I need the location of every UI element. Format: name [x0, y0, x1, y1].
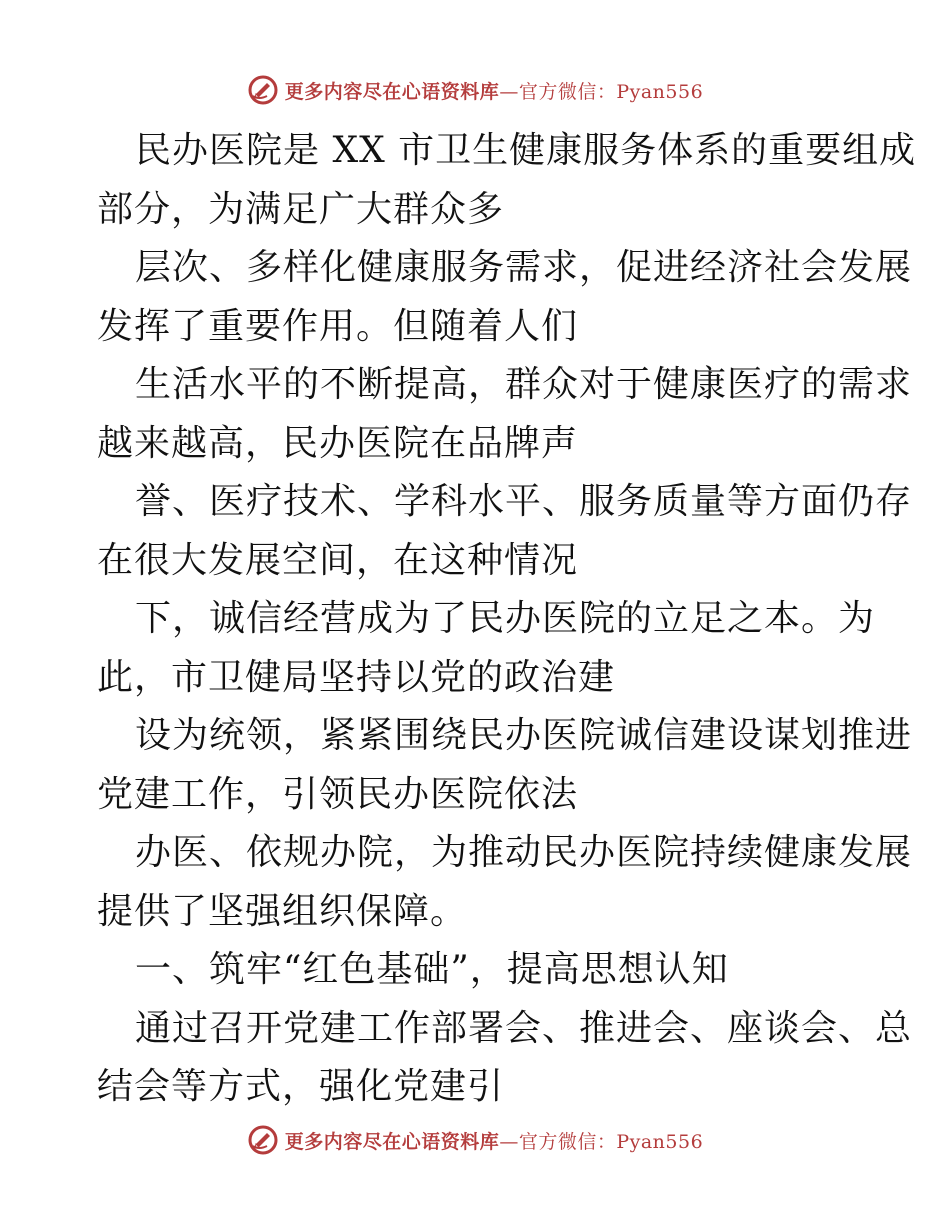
text-line: 结会等方式，强化党建引: [97, 1066, 505, 1107]
text-line: 下，诚信经营成为了民办医院的立足之本。为: [135, 598, 876, 639]
watermark-wechat-label: 官方微信：: [518, 1130, 617, 1153]
watermark-brand: 更多内容尽在心语资料库: [284, 1130, 500, 1153]
watermark-brand: 更多内容尽在心语资料库: [284, 80, 500, 103]
text-line: 民办医院是 XX 市卫生健康服务体系的重要组成: [135, 130, 917, 171]
text-line: 层次、多样化健康服务需求，促进经济社会发展: [135, 247, 913, 288]
text-line: 越来越高，民办医院在品牌声: [97, 422, 579, 464]
text-line: 生活水平的不断提高，群众对于健康医疗的需求: [135, 364, 913, 405]
footer-watermark: [0, 1120, 950, 1160]
text-line: 在很大发展空间，在这种情况: [97, 539, 579, 581]
text-line: 此，市卫健局坚持以党的政治建: [97, 656, 616, 698]
watermark-wechat-label: 官方微信：: [518, 80, 617, 103]
watermark-wechat-id: Pyan556: [616, 1130, 704, 1153]
watermark-separator: —: [499, 80, 519, 103]
text-line: 提供了坚强组织保障。: [97, 890, 468, 932]
text-line: 部分，为满足广大群众多: [97, 188, 505, 230]
text-line: 党建工作，引领民办医院依法: [97, 773, 579, 815]
text-line: 设为统领，紧紧围绕民办医院诚信建设谋划推进: [135, 715, 913, 756]
header-watermark: [0, 70, 950, 110]
text-line: 誉、医疗技术、学科水平、服务质量等方面仍存: [135, 481, 913, 522]
text-line: 办医、依规办院，为推动民办医院持续健康发展: [135, 832, 913, 873]
watermark-separator: —: [499, 1130, 519, 1153]
document-body: [97, 122, 917, 1117]
book-pen-icon: [247, 74, 279, 106]
book-pen-icon: [247, 1124, 279, 1156]
watermark-wechat-id: Pyan556: [616, 80, 704, 103]
watermark-text: [285, 1127, 703, 1154]
text-line: 一、筑牢“红色基础”，提高思想认知: [135, 949, 729, 990]
text-line: 发挥了重要作用。但随着人们: [97, 305, 579, 347]
text-line: 通过召开党建工作部署会、推进会、座谈会、总: [135, 1007, 913, 1049]
watermark-text: [285, 77, 703, 104]
